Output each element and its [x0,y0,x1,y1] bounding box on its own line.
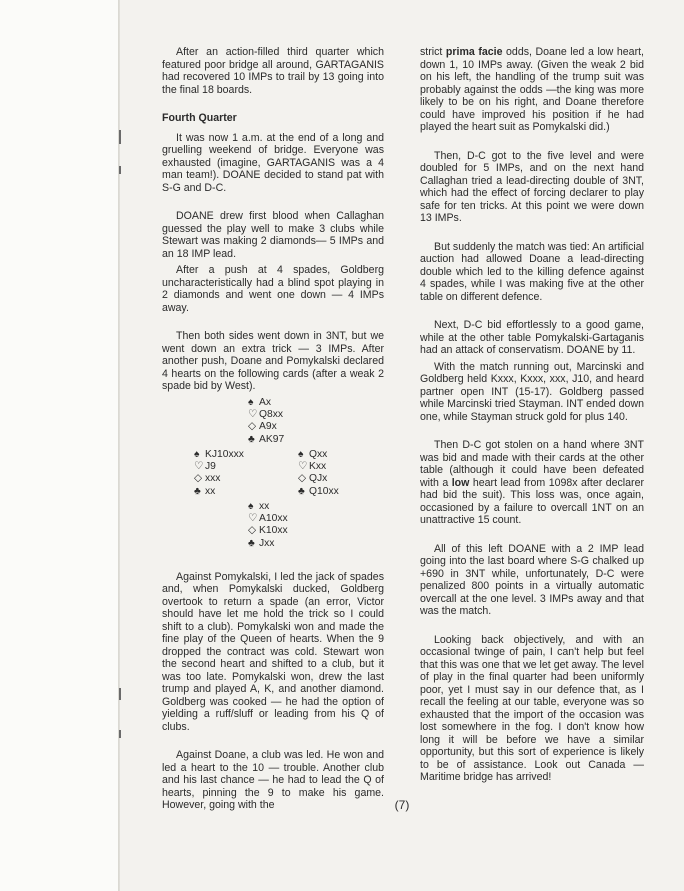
hand-north [248,397,284,447]
section-heading: Fourth Quarter [162,112,237,124]
diamond-suit-icon: ◇ [298,473,306,485]
emphasis-text: prima facie [445,46,503,58]
west-hearts: J9 [205,460,216,472]
paragraph: Then both sides went down in 3NT, but we went down an extra trick — 3 IMPs. After another push, Doane and Pomykalski declared 4 hearts on the following cards (after a weak 2 spade bid by West). [162,330,384,392]
text-run: strict [420,46,446,58]
binding-staple-mark [119,130,121,144]
spade-suit-icon: ♠ [248,500,254,512]
diamond-suit-icon: ◇ [194,473,202,485]
text-run: Then D-C got stolen on a hand where 3NT was bid and made with their cards at the other table (although it could have been defeated with a [420,439,644,489]
west-clubs: xx [205,485,216,497]
club-suit-icon: ♣ [194,485,201,497]
club-suit-icon: ♣ [248,537,255,549]
paragraph: Against Doane, a club was led. He won and led a heart to the 10 — trouble. Another club and his last chance — he had to lead the Q of hearts, pinning the 9 to make his game. However, going with the [162,749,384,811]
paragraph: With the match running out, Marcinski and Goldberg held Kxxx, Kxxx, xxx, J10, and heard partner open INT (15-17). Goldberg passed while Marcinski tried Stayman. INT ended down one, while Stayman struck gold for plus 140. [420,360,644,423]
paragraph: Looking back objectively, and with an occasional twinge of pain, I can't help but feel that this was one that we let get away. The level of play in the final quarter had been uniformly poor, yet I must say in our defence that, as I recall the feeling at our table, everyone was so exhausted that the import of the occasion was lost somewhere in the fog. I don't know how long it will be before we have a similar opportunity, but this sort of experience is likely to be of assistance. Look out Canada — Maritime bridge has arrived! [420,633,644,783]
hand-east [298,449,339,499]
paragraph: All of this left DOANE with a 2 IMP lead going into the last board where S-G chalked up +690 in 3NT while, unfortunately, D-C were penalized 800 points in a virtually automatic overcall at the one level. 3 IMPs away and that was the match. [420,542,644,617]
spade-suit-icon: ♠ [298,448,304,460]
east-hearts: Kxx [309,460,327,472]
south-diamonds: K10xx [259,525,288,537]
west-diamonds: xxx [205,473,221,485]
paragraph: After an action-filled third quarter which featured poor bridge all around, GARTAGANIS had recovered 10 IMPs to trail by 13 going into the final 18 boards. [162,46,384,96]
binding-staple-mark [119,730,121,738]
club-suit-icon: ♣ [248,433,255,445]
paragraph: Then, D-C got to the five level and were doubled for 5 IMPs, and on the next hand Callaghan tried a lead-directing double of 3NT, which had the effect of forcing declarer to play safe for ten tricks. At this point we were down 13 IMPs. [420,149,644,224]
heart-suit-icon: ♡ [298,460,308,472]
heart-suit-icon: ♡ [194,460,204,472]
south-spades: xx [259,500,270,512]
east-spades: Qxx [309,448,328,460]
paragraph [420,439,644,527]
south-clubs: Jxx [259,537,275,549]
paragraph: It was now 1 a.m. at the end of a long and gruelling weekend of bridge. Everyone was exhausted (imagine, GARTAGANIS was a 4 man team!). DOANE decided to stand pat with S-G and D-C. [162,131,384,194]
text-run: heart lead from 1098x after declarer had bid the suit). This loss was, once again, occasioned by a failure to overcall 1NT on an unattractive 15 count. [420,476,645,526]
bridge-deal-diagram [162,397,384,553]
text-run: odds, Doane led a low heart, down 1, 10 IMPs away. (Given the weak 2 bid on his left, the handling of the trump suit was probably against the odds —the king was more likely to be on his right, and Doane therefore could have improved his position if he had played the heart suit as Pomykalski did.) [420,46,644,133]
spade-suit-icon: ♠ [248,396,254,408]
diamond-suit-icon: ◇ [248,525,256,537]
emphasis-text: low [451,476,470,489]
north-hearts: Q8xx [259,408,284,420]
binding-staple-mark [119,166,121,174]
left-column [162,46,384,828]
hand-south [248,501,288,551]
north-clubs: AK97 [259,433,285,445]
south-hearts: A10xx [259,512,288,524]
binding-staple-mark [119,688,121,700]
paragraph: Next, D-C bid effortlessly to a good game, while at the other table Pomykalski-Gartaganis had an attack of conservatism. DOANE by 11. [420,319,644,356]
paragraph [420,46,644,134]
paragraph: But suddenly the match was tied: An artificial auction had allowed Doane a lead-directing double which led to the killing defence against 4 spades, while I was making five at the other table on different defence. [420,240,644,303]
west-spades: KJ10xxx [205,448,244,460]
page-number: (7) [394,798,410,812]
diamond-suit-icon: ◇ [248,421,256,433]
heart-suit-icon: ♡ [248,408,258,420]
paragraph: DOANE drew first blood when Callaghan guessed the play well to make 3 clubs while Stewart was making 2 diamonds— 5 IMPs and an 18 IMP lead. [162,210,384,260]
spade-suit-icon: ♠ [194,448,200,460]
north-diamonds: A9x [259,421,277,433]
paragraph: Against Pomykalski, I led the jack of spades and, when Pomykalski ducked, Goldberg overtook to return a spade (an error, Victor should have let me hold the trick so I could shift to a club). Pomykalski won and made the fine play of the Queen of hearts. When the 9 dropped the contract was cold. Stewart won the second heart and shifted to a club, but it was too late. Pomykalski won, drew the last trump and played A, K, and another diamond. Goldberg was cooked — he had the option of yielding a ruff/sluff or leading from his Q of clubs. [162,570,384,733]
heart-suit-icon: ♡ [248,512,258,524]
hand-west [194,449,244,499]
paragraph: After a push at 4 spades, Goldberg uncharacteristically had a blind spot playing in 2 diamonds and went one down — 4 IMPs away. [162,264,384,314]
east-diamonds: QJx [309,473,328,485]
north-spades: Ax [259,396,272,408]
east-clubs: Q10xx [309,485,339,497]
club-suit-icon: ♣ [298,485,305,497]
right-column [420,46,644,800]
